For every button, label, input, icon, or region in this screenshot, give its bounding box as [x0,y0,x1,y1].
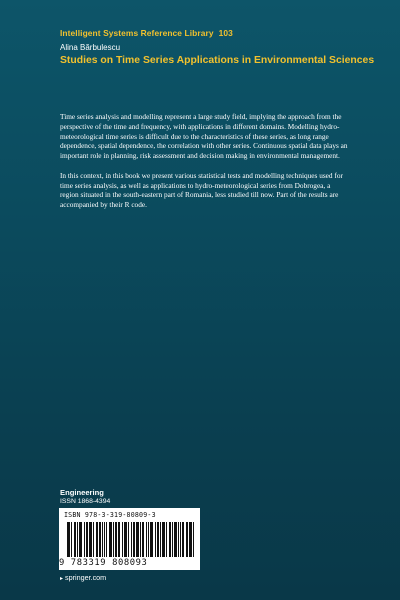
barcode-bar [164,522,165,557]
isbn-label: ISBN 978-3-319-80809-3 [64,511,156,519]
barcode-bar [96,522,97,557]
barcode-bar [69,522,70,557]
barcode-bar [93,522,94,557]
publisher-url[interactable]: springer.com [65,573,107,582]
series-name: Intelligent Systems Reference Library [60,28,214,38]
barcode-bar [104,522,105,557]
barcode-bar [138,522,139,557]
barcode-bar [100,522,101,557]
publisher-line[interactable] [60,573,106,582]
barcode-bar [89,522,90,557]
barcode-bar [131,522,132,557]
barcode-bar [102,522,103,557]
barcode-bar [157,522,158,557]
barcode-bar [142,522,143,557]
right-triangle-icon: ▸ [60,576,64,582]
barcode-bar [128,522,129,557]
barcode-bar [111,522,112,557]
barcode-bar [110,522,111,557]
barcode-bar [160,522,161,557]
barcode-bar [187,522,188,557]
barcode-bar [163,522,164,557]
barcode-bar [87,522,88,557]
barcode-bar [84,522,85,557]
book-title: Studies on Time Series Applications in Environmental Sciences [60,55,375,66]
barcode-bar [174,522,175,557]
barcode-bar [182,522,183,557]
subject-label: Engineering [60,488,104,497]
barcode-bar [77,522,78,557]
barcode-bar [186,522,187,557]
issn-label: ISSN 1868-4394 [60,498,111,505]
barcode-bar [74,522,75,557]
barcode-bar [124,522,125,557]
barcode-bar [115,522,116,557]
barcode-bar [90,522,91,557]
barcode-bar [118,522,119,557]
barcode-bar [133,522,134,557]
barcode-bar [97,522,98,557]
barcode-bar [125,522,126,557]
barcode-bar [122,522,123,557]
barcode-panel [59,508,200,570]
barcode-bar [178,522,179,557]
barcode-bar [109,522,110,557]
barcode-bar [80,522,81,557]
barcode-bar [75,522,76,557]
barcode-bar [150,522,151,557]
barcode-bar [169,522,170,557]
ean-digits: 9 783319 808093 [59,558,148,568]
barcode-bar [172,522,173,557]
blurb [60,112,350,220]
barcode-bar [126,522,127,557]
barcode-bar [134,522,135,557]
blurb-paragraph-1: Time series analysis and modelling represent a large study field, implying the approach from the perspective of the time and frequency, with applications in different domains. Modelling hydro-meteorological time series is difficult due to the characteristics of these series, as long range dependence, spatial dependence, the correlation with other series. Continuous spatial data plays an important role in planning, risk assessment and decision making in environmental management. [60,112,348,161]
barcode-bar [158,522,159,557]
barcode-bar [151,522,152,557]
barcode-bar [152,522,153,557]
barcode-bar [191,522,192,557]
series-line [60,28,233,38]
barcode-bar [86,522,87,557]
blurb-paragraph-2: In this context, in this book we present various statistical tests and modelling techniques used for time series analysis, as well as applications to hydro-meteorological series from Dobrogea, a region situated in the south-eastern part of Romania, less studied till now. Part of the results are accompanied by their R code. [60,170,343,210]
barcode-bar [71,522,72,557]
barcode-bar [116,522,117,557]
barcode-bar [170,522,171,557]
barcode-bar [106,522,107,557]
barcode-bar [136,522,137,557]
barcode-bar [189,522,190,557]
barcode-bar [113,522,114,557]
barcode-bar [190,522,191,557]
barcode-bar [68,522,69,557]
barcode-bar [166,522,167,557]
barcode-bar [137,522,138,557]
barcode-bar [155,522,156,557]
barcode-bar [162,522,163,557]
barcode-bar [146,522,147,557]
barcode-bar [193,522,194,557]
barcode-bar [175,522,176,557]
barcode-bar [180,522,181,557]
author-name: Alina Bărbulescu [60,43,121,52]
barcode-bar [143,522,144,557]
barcode-bar [99,522,100,557]
barcode-bar [183,522,184,557]
barcode-bar [79,522,80,557]
series-number: 103 [218,28,233,38]
barcode-bar [140,522,141,557]
barcode-bar [148,522,149,557]
barcode-bar [119,522,120,557]
barcode-bar [81,522,82,557]
barcode-bar [176,522,177,557]
barcode-bar [67,522,68,557]
barcode-bar [91,522,92,557]
